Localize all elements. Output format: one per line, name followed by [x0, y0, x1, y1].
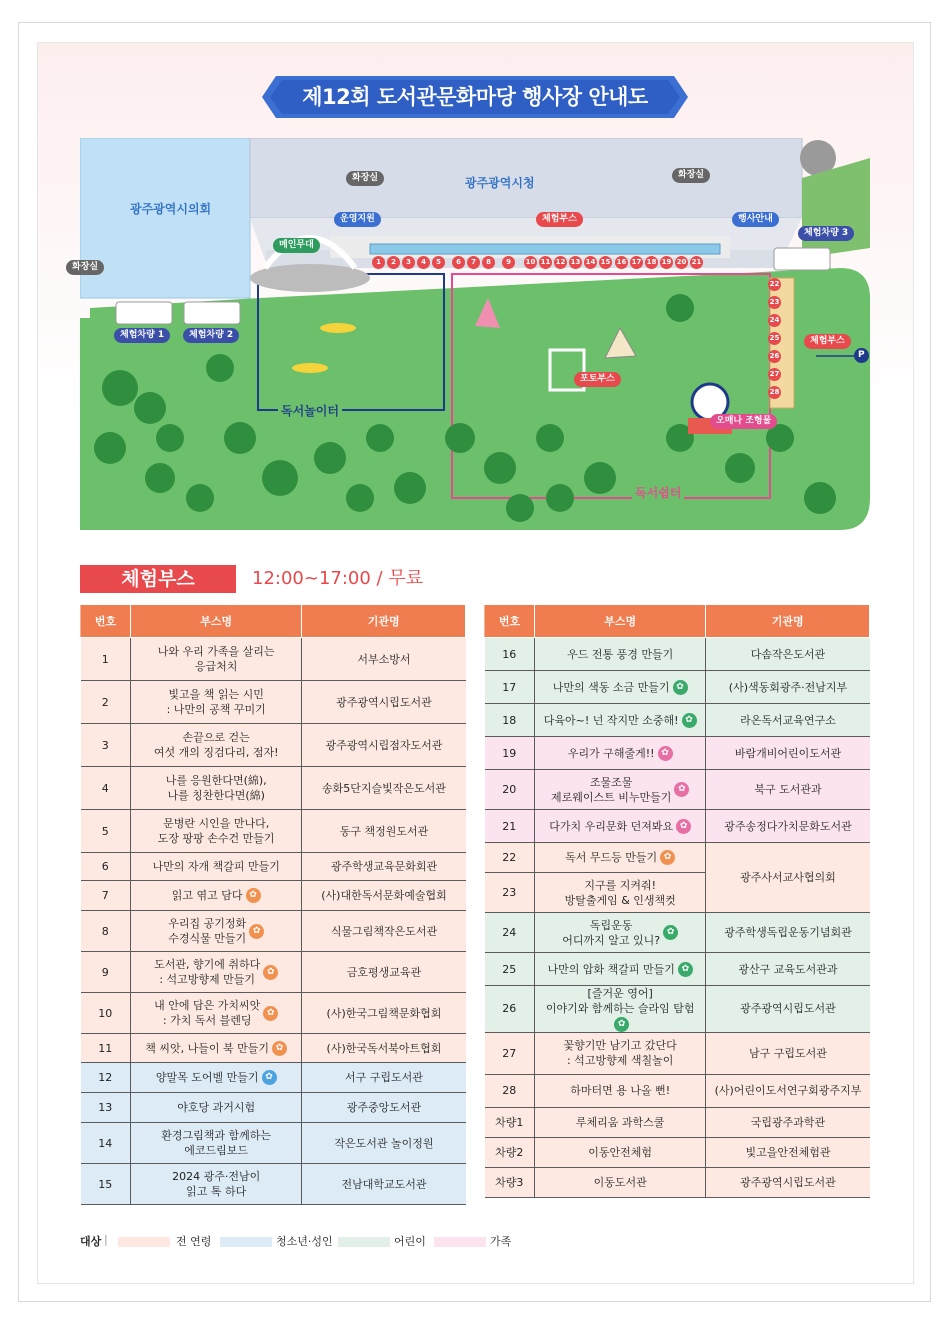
booth-name: 나만의 압화 책갈피 만들기: [547, 962, 675, 976]
cell-no: 24: [485, 913, 535, 953]
table-row: [485, 1032, 870, 1074]
age-badge-icon: ✿: [674, 782, 689, 797]
cell-no: 15: [81, 1164, 131, 1205]
restroom-right: 화장실: [672, 168, 710, 183]
table-row: [81, 638, 466, 681]
legend-swatch-youth: [220, 1237, 272, 1247]
council-label: 광주광역시의회: [130, 202, 212, 216]
booth-name: 나만의 자개 책갈피 만들기: [152, 860, 280, 874]
cell-no: 18: [485, 704, 535, 737]
age-badge-icon: ✿: [676, 819, 691, 834]
table-row: [81, 1164, 466, 1205]
cell-no: 11: [81, 1034, 131, 1063]
cell-org: (사)한국그림책문화협회: [302, 993, 466, 1034]
booth-name: 빛고을 책 읽는 시민 : 나만의 공책 꾸미기: [166, 688, 266, 716]
cell-no: 3: [81, 724, 131, 767]
cell-booth: [534, 810, 706, 843]
experience-booth-label: 체험부스: [536, 212, 583, 227]
cell-booth: [534, 638, 706, 671]
cell-booth: [130, 1093, 302, 1123]
table-row: [81, 1123, 466, 1164]
booth-name: 이동도서관: [593, 1175, 647, 1189]
cell-booth: [130, 881, 302, 911]
booth-number-marker: 1: [372, 256, 385, 269]
section-time: 12:00~17:00 / 무료: [252, 568, 424, 589]
cell-no: 23: [485, 873, 535, 913]
table-row: [485, 1107, 870, 1137]
table-row: [485, 986, 870, 1033]
booth-name: 다가치 우리문화 던져봐요: [549, 819, 674, 833]
side-booth-number-marker: 23: [768, 296, 781, 309]
side-booth-number-marker: 22: [768, 278, 781, 291]
booth-name: 손끝으로 걷는 여섯 개의 징검다리, 점자!: [153, 731, 279, 759]
event-info-label: 행사안내: [732, 212, 779, 227]
booth-name: 조물조물 제로웨이스트 비누만들기: [550, 775, 672, 804]
booth-name: 내 안에 담은 가치씨앗 : 가치 독서 블렌딩: [154, 999, 261, 1027]
reading-playground-label: 독서놀이터: [278, 402, 342, 419]
booth-name: 나를 응원한다면(綿), 나를 칭찬한다면(綿): [165, 774, 267, 802]
cell-no: 2: [81, 681, 131, 724]
reading-rest-label: 독서쉼터: [632, 484, 684, 501]
cell-no: 1: [81, 638, 131, 681]
age-badge-icon: ✿: [263, 1006, 278, 1021]
table-row: [485, 953, 870, 986]
cell-no: 27: [485, 1032, 535, 1074]
booth-name: 나와 우리 가족을 살리는 응급처치: [157, 645, 275, 673]
cell-no: 20: [485, 770, 535, 810]
booth-number-marker: 6: [452, 256, 465, 269]
operation-support-label: 운영지원: [334, 212, 381, 227]
age-badge-icon: ✿: [660, 850, 675, 865]
table-row: [485, 770, 870, 810]
cell-org: 북구 도서관과: [706, 770, 870, 810]
age-badge-icon: ✿: [673, 680, 688, 695]
table-row: [81, 952, 466, 993]
booth-number-marker: 16: [615, 256, 628, 269]
cell-org: 광산구 교육도서관과: [706, 953, 870, 986]
table-header: [485, 605, 870, 638]
age-badge-icon: ✿: [263, 965, 278, 980]
cell-org: 국립광주과학관: [706, 1107, 870, 1137]
side-booth-number-marker: 26: [768, 350, 781, 363]
cell-no: 16: [485, 638, 535, 671]
cell-booth: [130, 767, 302, 810]
table-row: [485, 843, 870, 873]
cell-booth: [130, 993, 302, 1034]
table-row: [81, 724, 466, 767]
cell-org: (사)어린이도서연구회광주지부: [706, 1074, 870, 1107]
cell-no: 26: [485, 986, 535, 1033]
legend-kid: 어린이: [394, 1235, 426, 1248]
table-row: [485, 671, 870, 704]
legend-swatch-all: [118, 1237, 170, 1247]
booth-name: 야호당 과거시험: [177, 1101, 256, 1115]
restroom-center: 화장실: [346, 171, 384, 186]
booth-name: 꽃향기만 남기고 갔단다 : 석고방향제 색칠놀이: [563, 1039, 677, 1067]
col-header-booth: 부스명: [130, 605, 302, 638]
cell-no: 4: [81, 767, 131, 810]
booth-name: 문병란 시인을 만나다, 도장 팡팡 손수건 만들기: [157, 817, 275, 845]
booth-number-row: [372, 256, 752, 270]
booth-table-right: [484, 604, 870, 1198]
cell-org: 작은도서관 놀이정원: [302, 1123, 466, 1164]
booth-number-marker: 11: [539, 256, 552, 269]
cell-no: 21: [485, 810, 535, 843]
booth-number-marker: 17: [630, 256, 643, 269]
cell-org: 광주광역시립도서관: [302, 681, 466, 724]
cell-booth: [534, 1107, 706, 1137]
legend-swatch-fam: [434, 1237, 486, 1247]
cell-org: 광주중앙도서관: [302, 1093, 466, 1123]
table-row: [81, 853, 466, 881]
cell-booth: [130, 853, 302, 881]
cell-org: (사)대한독서문화예술협회: [302, 881, 466, 911]
booth-number-marker: 8: [482, 256, 495, 269]
booth-number-marker: 21: [690, 256, 703, 269]
parking-icon: P: [854, 348, 869, 363]
table-header: [81, 605, 466, 638]
table-row: [81, 767, 466, 810]
cell-no: 9: [81, 952, 131, 993]
age-badge-icon: ✿: [262, 1070, 277, 1085]
cell-booth: [534, 1074, 706, 1107]
age-badge-icon: ✿: [663, 925, 678, 940]
table-row: [81, 1093, 466, 1123]
booth-name: 우리가 구해줄게!!: [567, 746, 655, 760]
booth-number-marker: 10: [524, 256, 537, 269]
age-badge-icon: ✿: [614, 1017, 629, 1032]
booth-name: 독립운동 어디까지 알고 있니?: [562, 918, 661, 947]
cell-no: 5: [81, 810, 131, 853]
booth-number-marker: 15: [599, 256, 612, 269]
cell-no: 차량2: [485, 1137, 535, 1167]
table-row: [81, 681, 466, 724]
table-row: [485, 1167, 870, 1197]
side-booth-number-marker: 24: [768, 314, 781, 327]
cell-no: 19: [485, 737, 535, 770]
side-booth-number-marker: 28: [768, 386, 781, 399]
col-header-no: 번호: [81, 605, 131, 638]
cell-booth: [534, 843, 706, 873]
cell-no: 10: [81, 993, 131, 1034]
table-row: [485, 810, 870, 843]
cell-org: 송화5단지슬빛작은도서관: [302, 767, 466, 810]
cell-org: 서구 구립도서관: [302, 1063, 466, 1093]
booth-name: 읽고 엮고 담다: [171, 889, 243, 903]
cell-booth: [534, 1032, 706, 1074]
cell-booth: [130, 810, 302, 853]
booth-number-marker: 13: [569, 256, 582, 269]
cell-no: 8: [81, 911, 131, 952]
age-badge-icon: ✿: [249, 924, 264, 939]
cell-org: 광주광역시립점자도서관: [302, 724, 466, 767]
cell-org: 전남대학교도서관: [302, 1164, 466, 1205]
booth-name: 양말목 도어벨 만들기: [155, 1071, 259, 1085]
cell-org: 다솜작은도서관: [706, 638, 870, 671]
vehicle-2-label: 체험차량 2: [183, 328, 239, 343]
side-booth-number-marker: 27: [768, 368, 781, 381]
booth-number-marker: 2: [387, 256, 400, 269]
table-row: [81, 993, 466, 1034]
cell-org: 금호평생교육관: [302, 952, 466, 993]
experience-booth-side-label: 체험부스: [804, 334, 851, 349]
cell-booth: [534, 873, 706, 913]
cell-org: 남구 구립도서관: [706, 1032, 870, 1074]
cell-org: 광주학생독립운동기념회관: [706, 913, 870, 953]
vehicle-3-label: 체험차량 3: [798, 226, 854, 241]
legend-title: 대상: [80, 1235, 102, 1248]
age-badge-icon: ✿: [246, 888, 261, 903]
booth-number-marker: 14: [584, 256, 597, 269]
cell-org: 서부소방서: [302, 638, 466, 681]
cell-org: 라온독서교육연구소: [706, 704, 870, 737]
booth-number-marker: 12: [554, 256, 567, 269]
booth-name: 하마터면 용 나올 뻔!: [570, 1084, 671, 1098]
booth-name: 지구를 지켜줘! 방탈출게임 & 인생책컷: [564, 878, 676, 907]
side-booth-column: [768, 278, 784, 408]
cell-no: 차량3: [485, 1167, 535, 1197]
cell-org: 광주사서교사협의회: [706, 843, 870, 913]
cell-org: 광주송정다가치문화도서관: [706, 810, 870, 843]
table-row: [485, 704, 870, 737]
cell-no: 25: [485, 953, 535, 986]
booth-number-marker: 3: [402, 256, 415, 269]
table-row: [81, 1063, 466, 1093]
cell-no: 17: [485, 671, 535, 704]
booth-name: 다육아~! 넌 작지만 소중해!: [543, 713, 679, 727]
booth-name: 우드 전통 풍경 만들기: [567, 647, 674, 661]
cell-booth: [534, 770, 706, 810]
table-row: [81, 810, 466, 853]
booth-name: 책 씨앗, 나들이 북 만들기: [145, 1041, 270, 1055]
cell-booth: [130, 952, 302, 993]
cell-booth: [534, 737, 706, 770]
cell-org: (사)한국독서북아트협회: [302, 1034, 466, 1063]
cell-org: 빛고을안전체험관: [706, 1137, 870, 1167]
age-badge-icon: ✿: [658, 746, 673, 761]
age-badge-icon: ✿: [682, 713, 697, 728]
age-badge-icon: ✿: [678, 962, 693, 977]
col-header-org: 기관명: [706, 605, 870, 638]
booth-number-marker: 20: [675, 256, 688, 269]
cell-no: 28: [485, 1074, 535, 1107]
booth-name: [즐거운 영어] 이야기와 함께하는 슬라임 탐험: [545, 987, 695, 1015]
cell-org: 바람개비어린이도서관: [706, 737, 870, 770]
booth-name: 도서관, 향기에 취하다 : 석고방향제 만들기: [154, 958, 261, 986]
section-heading: 체험부스: [80, 565, 236, 593]
cell-booth: [130, 911, 302, 952]
col-header-org: 기관명: [302, 605, 466, 638]
cell-org: 광주광역시립도서관: [706, 986, 870, 1033]
cell-no: 13: [81, 1093, 131, 1123]
col-header-booth: 부스명: [534, 605, 706, 638]
booth-name: 이동안전체험: [588, 1145, 653, 1159]
cell-no: 22: [485, 843, 535, 873]
booth-name: 환경그림책과 함께하는 에코드림보드: [161, 1129, 272, 1157]
legend-swatch-kid: [338, 1237, 390, 1247]
cell-no: 6: [81, 853, 131, 881]
cell-booth: [534, 953, 706, 986]
table-row: [485, 913, 870, 953]
legend-all: 전 연령: [176, 1235, 212, 1248]
cell-booth: [130, 1034, 302, 1063]
cell-org: 동구 책정원도서관: [302, 810, 466, 853]
page-title: 제12회 도서관문화마당 행사장 안내도: [302, 85, 648, 109]
cell-booth: [534, 913, 706, 953]
booth-name: 우리집 공기정화 수경식물 만들기: [168, 917, 247, 945]
side-booth-number-marker: 25: [768, 332, 781, 345]
cell-booth: [534, 671, 706, 704]
table-row: [81, 911, 466, 952]
booth-name: 독서 무드등 만들기: [565, 851, 658, 865]
cell-org: 광주광역시립도서관: [706, 1167, 870, 1197]
vehicle-1-label: 체험차량 1: [114, 328, 170, 343]
cell-booth: [534, 1137, 706, 1167]
legend: [80, 1233, 540, 1249]
booth-name: 루체리움 과학스쿨: [575, 1115, 665, 1129]
booth-table-left: [80, 604, 466, 1205]
cell-booth: [130, 1164, 302, 1205]
table-row: [485, 1137, 870, 1167]
legend-fam: 가족: [490, 1235, 512, 1248]
title-banner: [262, 76, 688, 118]
ojeong-zone-label: 오매나 조형물: [710, 414, 777, 429]
cell-no: 12: [81, 1063, 131, 1093]
cell-org: 광주학생교육문화회관: [302, 853, 466, 881]
booth-name: 나만의 색동 소금 만들기: [552, 680, 670, 694]
cell-booth: [534, 704, 706, 737]
cell-no: 14: [81, 1123, 131, 1164]
cell-booth: [130, 1123, 302, 1164]
booth-number-marker: 7: [467, 256, 480, 269]
table-row: [485, 1074, 870, 1107]
table-row: [81, 881, 466, 911]
cell-no: 차량1: [485, 1107, 535, 1137]
booth-number-marker: 4: [417, 256, 430, 269]
legend-divider: |: [104, 1233, 108, 1246]
booth-number-marker: 19: [660, 256, 673, 269]
restroom-left: 화장실: [66, 260, 104, 275]
cell-org: (사)색동회광주·전남지부: [706, 671, 870, 704]
photo-booth-label: 포토부스: [574, 372, 621, 387]
cell-booth: [534, 1167, 706, 1197]
cell-no: 7: [81, 881, 131, 911]
cell-booth: [130, 724, 302, 767]
table-row: [81, 1034, 466, 1063]
legend-youth: 청소년·성인: [276, 1235, 333, 1248]
booth-name: 2024 광주·전남이 읽고 톡 하다: [172, 1170, 261, 1198]
cell-booth: [130, 1063, 302, 1093]
cell-org: 식물그림책작은도서관: [302, 911, 466, 952]
booth-number-marker: 9: [502, 256, 515, 269]
cell-booth: [130, 638, 302, 681]
table-row: [485, 638, 870, 671]
table-row: [485, 737, 870, 770]
booth-number-marker: 18: [645, 256, 658, 269]
main-stage-label: 메인무대: [273, 238, 320, 253]
booth-number-marker: 5: [432, 256, 445, 269]
cell-booth: [130, 681, 302, 724]
age-badge-icon: ✿: [272, 1041, 287, 1056]
city-hall-label: 광주광역시청: [465, 176, 535, 190]
cell-booth: [534, 986, 706, 1033]
venue-map: [72, 138, 870, 530]
col-header-no: 번호: [485, 605, 535, 638]
